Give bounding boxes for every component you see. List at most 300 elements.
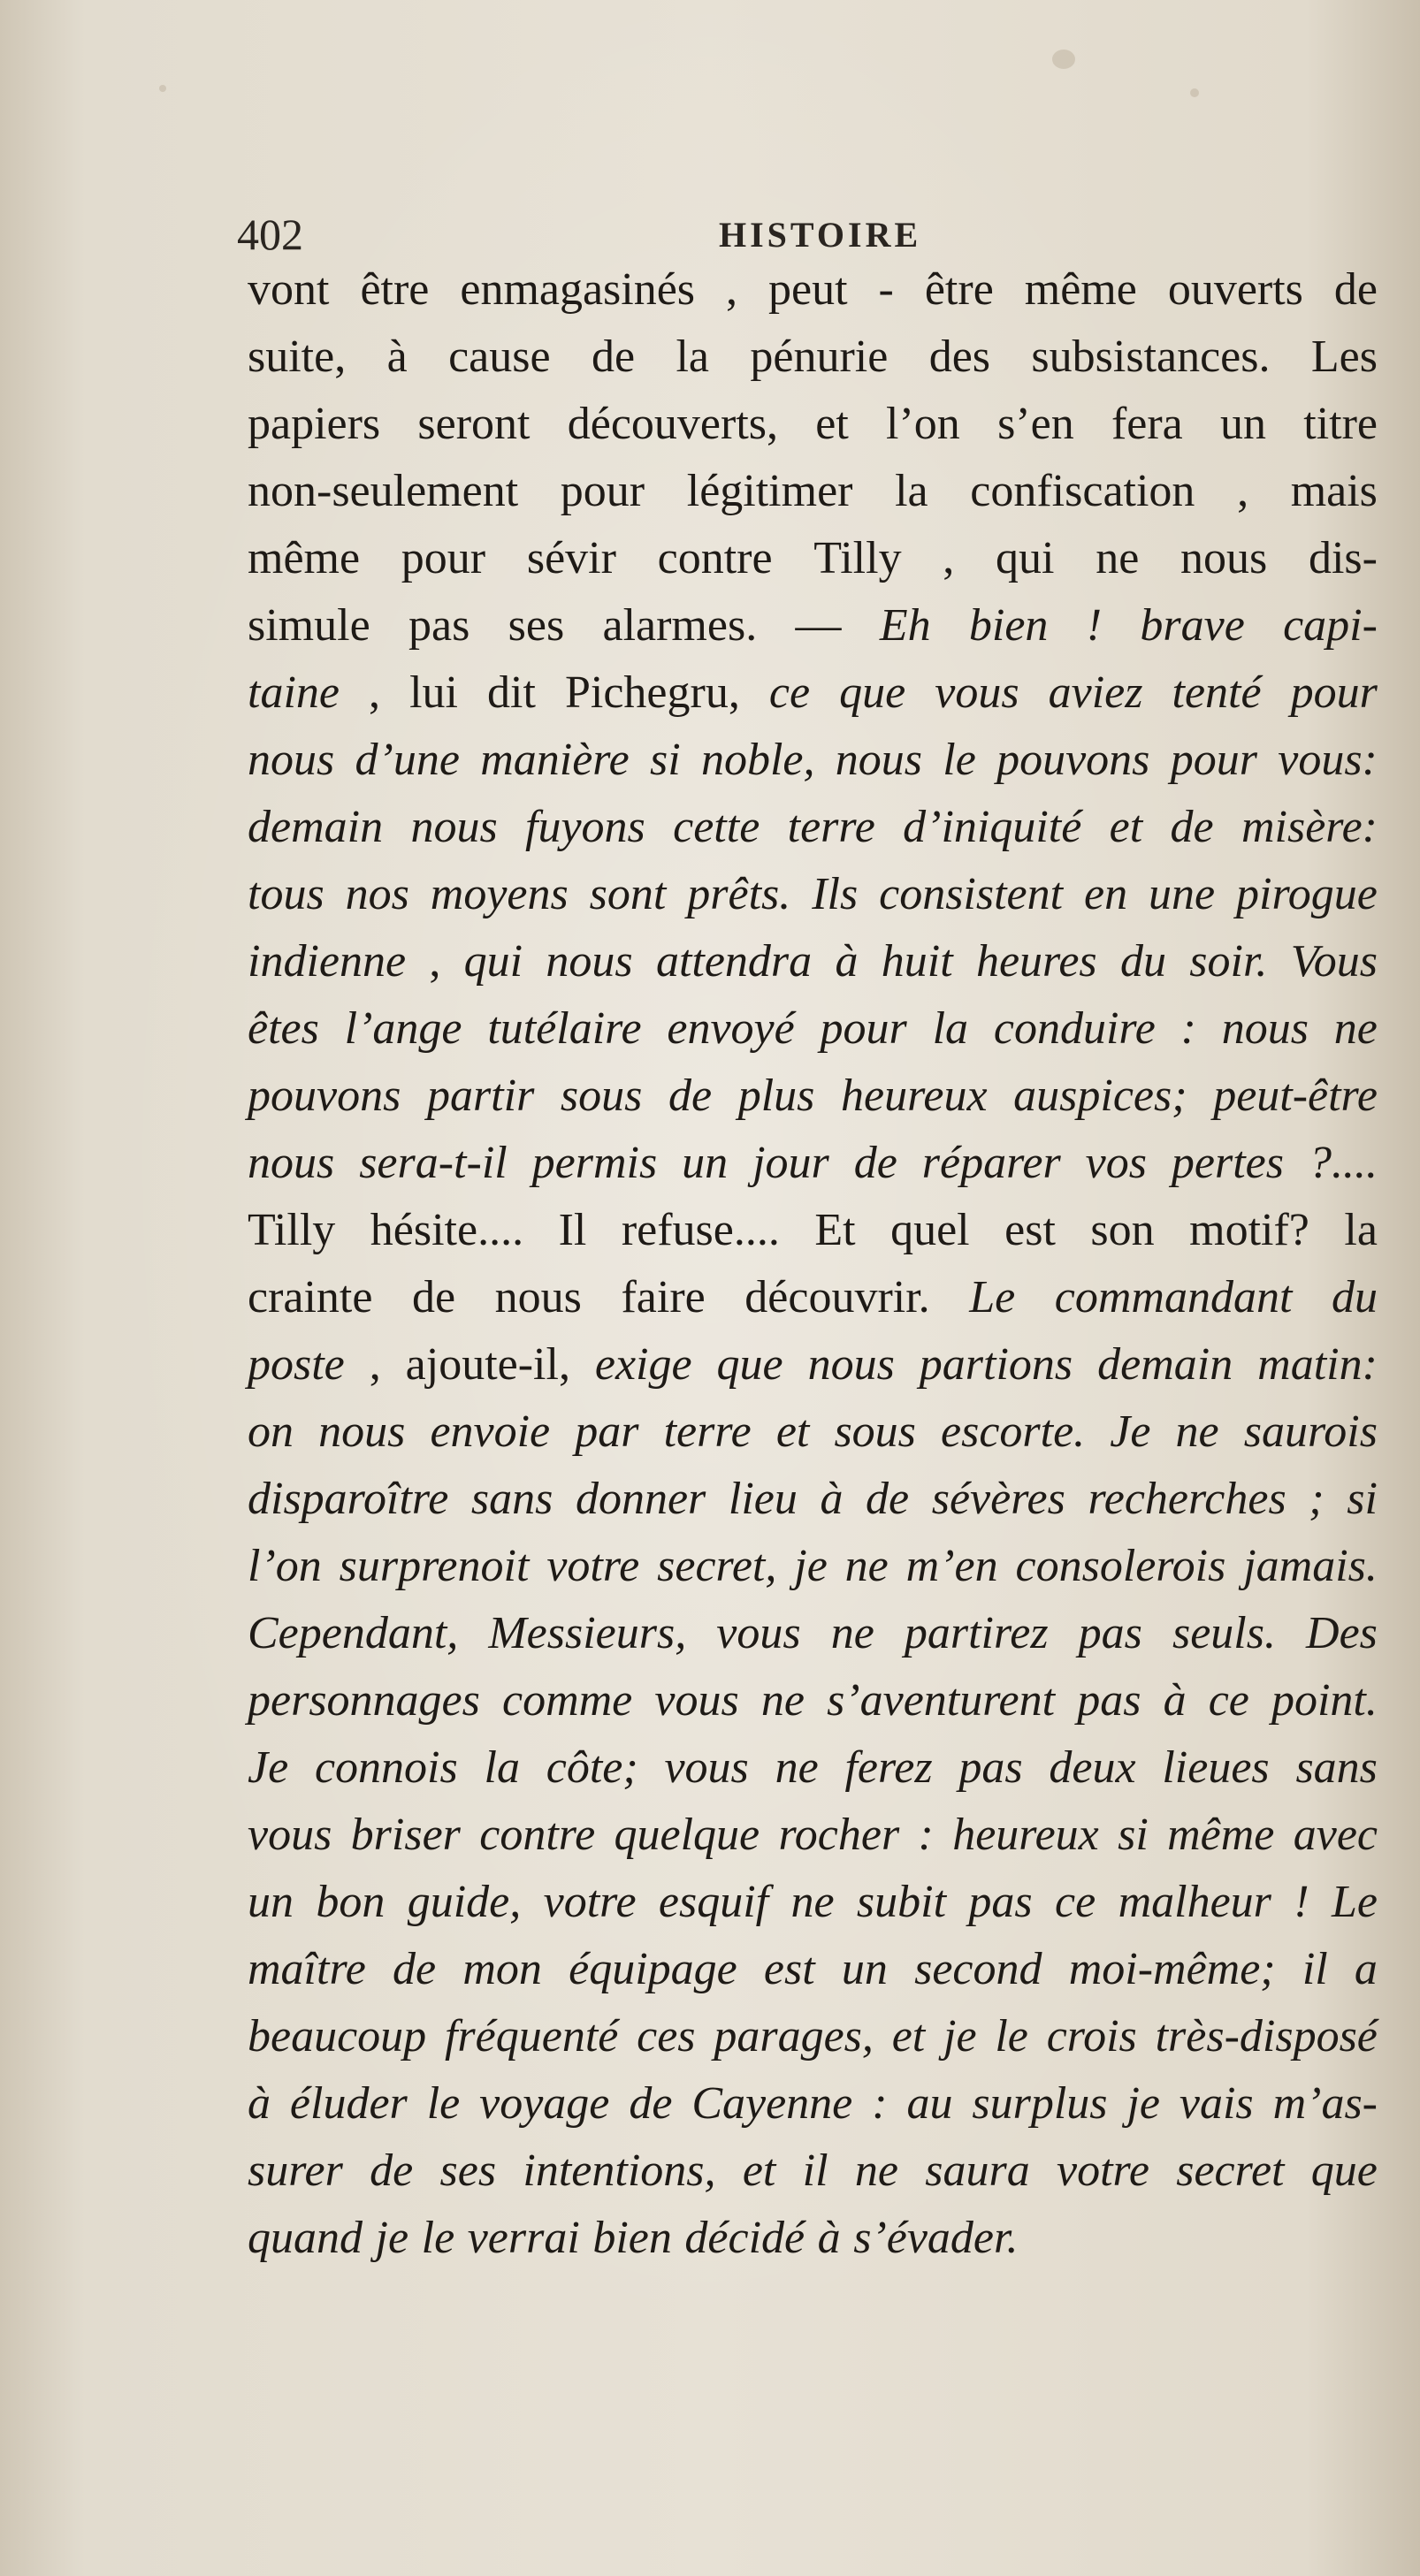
- text-word: nous: [248, 1138, 335, 1188]
- text-word: je: [375, 2213, 409, 2263]
- text-word: lieu: [728, 1474, 798, 1524]
- text-word: deux: [1049, 1742, 1136, 1793]
- text-word: pouvons: [248, 1071, 401, 1121]
- text-word: mais: [1290, 466, 1378, 516]
- text-word: ,: [369, 667, 381, 718]
- text-word: secret,: [657, 1541, 777, 1591]
- text-word: pour: [1290, 667, 1378, 718]
- text-word: consistent: [879, 869, 1064, 919]
- text-word: des: [928, 332, 991, 382]
- text-word: envoie: [430, 1406, 551, 1457]
- text-word: ?....: [1308, 1138, 1378, 1188]
- text-word: jour: [752, 1138, 829, 1188]
- text-word: pas: [408, 600, 470, 651]
- text-word: soir.: [1189, 936, 1268, 987]
- text-word: peut-être: [1213, 1071, 1378, 1121]
- text-word: fera: [1111, 399, 1183, 449]
- text-word: permis: [531, 1138, 658, 1188]
- foxing-spot: [1190, 88, 1199, 97]
- text-word: à: [817, 2213, 841, 2263]
- text-word: ne: [844, 1541, 889, 1591]
- text-word: demain: [1097, 1339, 1233, 1390]
- text-word: pour: [401, 533, 486, 583]
- text-word: Tilly: [813, 533, 902, 583]
- text-word: nous: [835, 735, 922, 785]
- text-word: pertes: [1171, 1138, 1284, 1188]
- text-word: Messieurs,: [488, 1608, 687, 1658]
- text-word: brave: [1140, 600, 1245, 651]
- text-line: [248, 458, 1378, 525]
- text-word: de: [668, 1071, 713, 1121]
- text-word: papiers: [248, 399, 381, 449]
- text-word: et: [1109, 802, 1143, 852]
- text-word: manière: [480, 735, 630, 785]
- text-word: sera-t-il: [359, 1138, 508, 1188]
- text-word: —: [795, 600, 842, 651]
- text-word: Eh: [879, 600, 931, 651]
- text-word: sont: [589, 869, 667, 919]
- text-word: bien: [592, 2213, 672, 2263]
- text-word: ne: [1096, 533, 1140, 583]
- text-line: [248, 1466, 1378, 1533]
- text-word: que: [716, 1339, 783, 1390]
- text-word: ferez: [844, 1742, 933, 1793]
- text-word: ses: [508, 600, 565, 651]
- text-word: m’as-: [1272, 2078, 1378, 2129]
- text-word: exige: [594, 1339, 692, 1390]
- text-word: Les: [1310, 332, 1378, 382]
- text-word: très-disposé: [1155, 2011, 1378, 2062]
- text-word: du: [1119, 936, 1166, 987]
- text-word: l’on: [886, 399, 960, 449]
- text-line: [248, 1130, 1378, 1197]
- text-word: fuyons: [525, 802, 645, 852]
- text-word: même: [1024, 264, 1137, 315]
- text-word: sans: [470, 1474, 553, 1524]
- text-word: point.: [1271, 1675, 1378, 1726]
- text-word: du: [1332, 1272, 1378, 1322]
- text-word: matin:: [1257, 1339, 1378, 1390]
- text-word: Il: [558, 1205, 587, 1255]
- text-word: partions: [919, 1339, 1073, 1390]
- text-word: être: [360, 264, 430, 315]
- text-word: auspices;: [1013, 1071, 1187, 1121]
- text-word: recherches: [1088, 1474, 1286, 1524]
- text-word: dit: [487, 667, 536, 718]
- text-word: de: [853, 1138, 897, 1188]
- text-word: à: [835, 936, 859, 987]
- text-line: [248, 1533, 1378, 1600]
- text-word: aviez: [1048, 667, 1143, 718]
- text-word: cette: [673, 802, 760, 852]
- text-word: surer: [248, 2145, 343, 2196]
- text-line: [248, 1802, 1378, 1869]
- text-word: contre: [657, 533, 773, 583]
- text-word: !: [1086, 600, 1103, 651]
- text-word: pour: [1170, 735, 1257, 785]
- text-word: un: [248, 1877, 294, 1927]
- text-word: on: [248, 1406, 294, 1457]
- text-word: vous: [716, 1608, 801, 1658]
- text-word: suite,: [248, 332, 347, 382]
- text-word: tenté: [1172, 667, 1262, 718]
- text-word: même: [248, 533, 361, 583]
- text-word: ouverts: [1167, 264, 1303, 315]
- text-word: Pichegru,: [564, 667, 740, 718]
- text-line: [248, 928, 1378, 995]
- text-word: sans: [1295, 1742, 1378, 1793]
- text-word: :: [918, 1810, 934, 1860]
- text-word: seront: [417, 399, 531, 449]
- text-word: quel: [890, 1205, 970, 1255]
- text-word: prêts.: [687, 869, 791, 919]
- text-word: seuls.: [1172, 1608, 1276, 1658]
- text-line: [248, 659, 1378, 727]
- text-word: ,: [369, 1339, 381, 1390]
- text-word: si: [1347, 1474, 1378, 1524]
- text-line: [248, 1063, 1378, 1130]
- text-word: vous: [248, 1810, 332, 1860]
- text-word: simule: [248, 600, 370, 651]
- text-word: conduire: [993, 1003, 1156, 1054]
- text-word: Cependant,: [248, 1608, 459, 1658]
- text-word: sévères: [931, 1474, 1065, 1524]
- text-line: [248, 1264, 1378, 1331]
- text-word: subsistances.: [1031, 332, 1271, 382]
- text-word: si: [1118, 1810, 1149, 1860]
- text-word: le: [426, 2078, 461, 2129]
- text-line: [248, 592, 1378, 659]
- text-word: poste: [248, 1339, 345, 1390]
- text-word: verrai: [467, 2213, 580, 2263]
- text-word: êtes: [248, 1003, 319, 1054]
- text-word: donner: [575, 1474, 706, 1524]
- text-word: une: [1149, 869, 1216, 919]
- text-word: et: [815, 399, 849, 449]
- text-word: que: [1310, 2145, 1378, 2196]
- text-word: d’une: [355, 735, 460, 785]
- text-word: pénurie: [750, 332, 889, 382]
- text-line: [248, 256, 1378, 324]
- text-word: demain: [248, 802, 384, 852]
- text-word: secret: [1176, 2145, 1285, 2196]
- text-word: fréquenté: [444, 2011, 619, 2062]
- text-word: :: [1180, 1003, 1196, 1054]
- text-word: Vous: [1290, 936, 1378, 987]
- text-word: qui: [463, 936, 523, 987]
- text-word: je: [794, 1541, 828, 1591]
- text-word: parages,: [714, 2011, 874, 2062]
- text-word: Cayenne: [691, 2078, 853, 2129]
- text-word: sévir: [526, 533, 616, 583]
- text-word: le: [995, 2011, 1028, 2062]
- text-line: [248, 727, 1378, 794]
- text-line: [248, 794, 1378, 861]
- text-word: Je: [248, 1742, 289, 1793]
- text-word: être: [924, 264, 994, 315]
- text-word: consolerois: [1015, 1541, 1226, 1591]
- text-word: votre: [546, 1541, 640, 1591]
- text-word: vous: [935, 667, 1019, 718]
- text-word: heureux: [841, 1071, 988, 1121]
- text-word: nous: [1221, 1003, 1309, 1054]
- text-word: la: [484, 1742, 520, 1793]
- text-word: même: [1167, 1810, 1275, 1860]
- text-word: quand: [248, 2213, 363, 2263]
- text-word: s’aventurent: [827, 1675, 1056, 1726]
- text-word: sous: [834, 1406, 916, 1457]
- text-word: il: [802, 2145, 828, 2196]
- text-word: moyens: [430, 869, 569, 919]
- text-line: [248, 2003, 1378, 2070]
- text-word: m’en: [905, 1541, 998, 1591]
- text-word: de: [393, 1944, 437, 1994]
- text-word: !: [1294, 1877, 1309, 1927]
- text-word: nos: [345, 869, 409, 919]
- text-line: [248, 2205, 1378, 2272]
- text-word: ;: [1309, 1474, 1325, 1524]
- text-word: à: [1163, 1675, 1187, 1726]
- text-word: en: [1084, 869, 1128, 919]
- text-word: rocher: [778, 1810, 900, 1860]
- text-word: l’ange: [344, 1003, 462, 1054]
- text-word: si: [649, 735, 681, 785]
- text-word: malheur: [1118, 1877, 1271, 1927]
- text-word: non-seulement: [248, 466, 519, 516]
- text-word: votre: [1057, 2145, 1149, 2196]
- text-word: escorte.: [941, 1406, 1086, 1457]
- text-word: indienne: [248, 936, 407, 987]
- text-word: au: [906, 2078, 953, 2129]
- text-word: l’on: [248, 1541, 322, 1591]
- text-word: attendra: [655, 936, 813, 987]
- text-word: briser: [350, 1810, 461, 1860]
- text-word: un: [841, 1944, 888, 1994]
- text-word: découvrir.: [744, 1272, 930, 1322]
- text-word: disparoître: [248, 1474, 449, 1524]
- text-word: à: [820, 1474, 844, 1524]
- text-word: qui: [996, 533, 1055, 583]
- text-word: un: [1220, 399, 1266, 449]
- text-word: moi-même;: [1068, 1944, 1276, 1994]
- text-line: [248, 1399, 1378, 1466]
- text-word: son: [1090, 1205, 1155, 1255]
- text-word: second: [914, 1944, 1042, 1994]
- text-word: un: [682, 1138, 729, 1188]
- text-word: pirogue: [1236, 869, 1378, 919]
- text-word: vous:: [1278, 735, 1378, 785]
- text-word: vous: [664, 1742, 749, 1793]
- text-word: ajoute-il,: [405, 1339, 570, 1390]
- text-word: est: [763, 1944, 815, 1994]
- text-word: pour: [820, 1003, 907, 1054]
- text-word: vont: [248, 264, 330, 315]
- text-word: à: [386, 332, 408, 382]
- text-word: légitimer: [686, 466, 853, 516]
- text-word: ,: [1237, 466, 1249, 516]
- text-word: bien: [968, 600, 1049, 651]
- text-word: :: [872, 2078, 888, 2129]
- text-word: capi-: [1283, 600, 1378, 651]
- text-word: motif?: [1189, 1205, 1309, 1255]
- text-word: de: [866, 1474, 910, 1524]
- text-word: terre: [663, 1406, 752, 1457]
- text-word: de: [370, 2145, 414, 2196]
- text-word: ce: [768, 667, 811, 718]
- text-word: partirez: [904, 1608, 1049, 1658]
- text-word: quelque: [614, 1810, 760, 1860]
- text-word: noble,: [700, 735, 815, 785]
- text-word: faire: [621, 1272, 706, 1322]
- text-word: ne: [790, 1877, 835, 1927]
- text-word: ne: [775, 1742, 819, 1793]
- text-line: [248, 1667, 1378, 1734]
- text-word: nous: [546, 936, 633, 987]
- text-line: [248, 1936, 1378, 2003]
- text-word: la: [895, 466, 928, 516]
- text-word: ne: [760, 1675, 805, 1726]
- text-word: a: [1354, 1944, 1378, 1994]
- text-word: Le: [1331, 1877, 1378, 1927]
- text-word: et: [742, 2145, 776, 2196]
- text-line: [248, 995, 1378, 1063]
- text-word: surplus: [972, 2078, 1108, 2129]
- text-word: crois: [1046, 2011, 1137, 2062]
- text-word: ne: [1175, 1406, 1219, 1457]
- body-text: [248, 256, 1378, 2272]
- text-word: s’évader.: [853, 2213, 1019, 2263]
- text-word: il: [1302, 1944, 1328, 1994]
- text-word: pour: [560, 466, 645, 516]
- text-word: la: [932, 1003, 969, 1054]
- text-word: intentions,: [523, 2145, 716, 2196]
- text-word: comme: [502, 1675, 633, 1726]
- text-word: Ils: [812, 869, 859, 919]
- text-word: bon: [316, 1877, 386, 1927]
- text-word: la: [676, 332, 709, 382]
- text-word: lui: [409, 667, 458, 718]
- text-word: beaucoup: [248, 2011, 427, 2062]
- running-title: HISTOIRE: [719, 215, 922, 255]
- text-word: sous: [560, 1071, 643, 1121]
- text-word: et: [775, 1406, 810, 1457]
- text-line: [248, 391, 1378, 458]
- text-word: pas: [1078, 1608, 1142, 1658]
- text-word: -: [878, 264, 894, 315]
- text-word: tous: [248, 869, 324, 919]
- text-word: ,: [943, 533, 955, 583]
- text-line: [248, 1600, 1378, 1667]
- text-word: votre: [543, 1877, 637, 1927]
- text-word: je: [943, 2011, 977, 2062]
- text-line: [248, 861, 1378, 928]
- text-word: voyage: [479, 2078, 610, 2129]
- text-word: crainte: [248, 1272, 373, 1322]
- text-word: ne: [854, 2145, 898, 2196]
- text-line: [248, 1734, 1378, 1802]
- text-word: à: [248, 2078, 271, 2129]
- text-line: [248, 2070, 1378, 2138]
- text-word: enmagasinés: [460, 264, 696, 315]
- text-word: réparer: [921, 1138, 1061, 1188]
- text-word: dis-: [1308, 533, 1378, 583]
- text-word: de: [591, 332, 636, 382]
- text-word: maître: [248, 1944, 366, 1994]
- text-word: ce: [1208, 1675, 1249, 1726]
- text-word: découverts,: [567, 399, 779, 449]
- text-word: surprenoit: [339, 1541, 530, 1591]
- text-word: ,: [726, 264, 738, 315]
- foxing-spot: [1052, 50, 1075, 69]
- text-word: heures: [975, 936, 1097, 987]
- text-word: pas: [1077, 1675, 1141, 1726]
- text-word: esquif: [658, 1877, 769, 1927]
- text-word: subit: [856, 1877, 947, 1927]
- text-word: de: [1170, 802, 1214, 852]
- text-word: nous: [807, 1339, 895, 1390]
- text-word: Tilly: [248, 1205, 336, 1255]
- text-word: côte;: [546, 1742, 638, 1793]
- text-word: commandant: [1054, 1272, 1293, 1322]
- text-word: peut: [768, 264, 848, 315]
- text-word: saurois: [1243, 1406, 1378, 1457]
- text-word: huit: [881, 936, 953, 987]
- text-word: envoyé: [667, 1003, 795, 1054]
- text-word: lieues: [1162, 1742, 1270, 1793]
- text-word: pas: [958, 1742, 1023, 1793]
- text-word: que: [839, 667, 906, 718]
- text-word: nous: [494, 1272, 582, 1322]
- text-word: guide,: [407, 1877, 522, 1927]
- text-word: par: [575, 1406, 639, 1457]
- text-word: le: [421, 2213, 455, 2263]
- text-word: Des: [1306, 1608, 1378, 1658]
- text-word: nous: [318, 1406, 406, 1457]
- text-word: nous: [248, 735, 335, 785]
- foxing-spot: [159, 85, 166, 92]
- text-line: [248, 1869, 1378, 1936]
- text-word: alarmes.: [602, 600, 758, 651]
- text-word: mon: [462, 1944, 542, 1994]
- text-word: s’en: [997, 399, 1074, 449]
- text-word: ,: [429, 936, 441, 987]
- text-word: Le: [969, 1272, 1016, 1322]
- text-word: hésite....: [370, 1205, 524, 1255]
- text-word: nous: [410, 802, 498, 852]
- text-word: avec: [1293, 1810, 1378, 1860]
- text-line: [248, 324, 1378, 391]
- text-word: est: [1004, 1205, 1056, 1255]
- page-number: 402: [237, 210, 303, 259]
- text-word: décidé: [684, 2213, 805, 2263]
- text-word: confiscation: [970, 466, 1195, 516]
- text-word: ce: [1055, 1877, 1096, 1927]
- text-word: la: [1344, 1205, 1378, 1255]
- text-word: de: [1333, 264, 1378, 315]
- text-word: connois: [314, 1742, 458, 1793]
- text-word: ses: [439, 2145, 497, 2196]
- text-word: équipage: [569, 1944, 737, 1994]
- text-word: ne: [830, 1608, 874, 1658]
- text-word: contre: [479, 1810, 596, 1860]
- text-word: ces: [637, 2011, 696, 2062]
- text-word: nous: [1180, 533, 1268, 583]
- text-word: pouvons: [996, 735, 1150, 785]
- text-word: jamais.: [1243, 1541, 1378, 1591]
- text-word: misère:: [1241, 802, 1378, 852]
- text-line: [248, 1331, 1378, 1399]
- text-word: et: [891, 2011, 926, 2062]
